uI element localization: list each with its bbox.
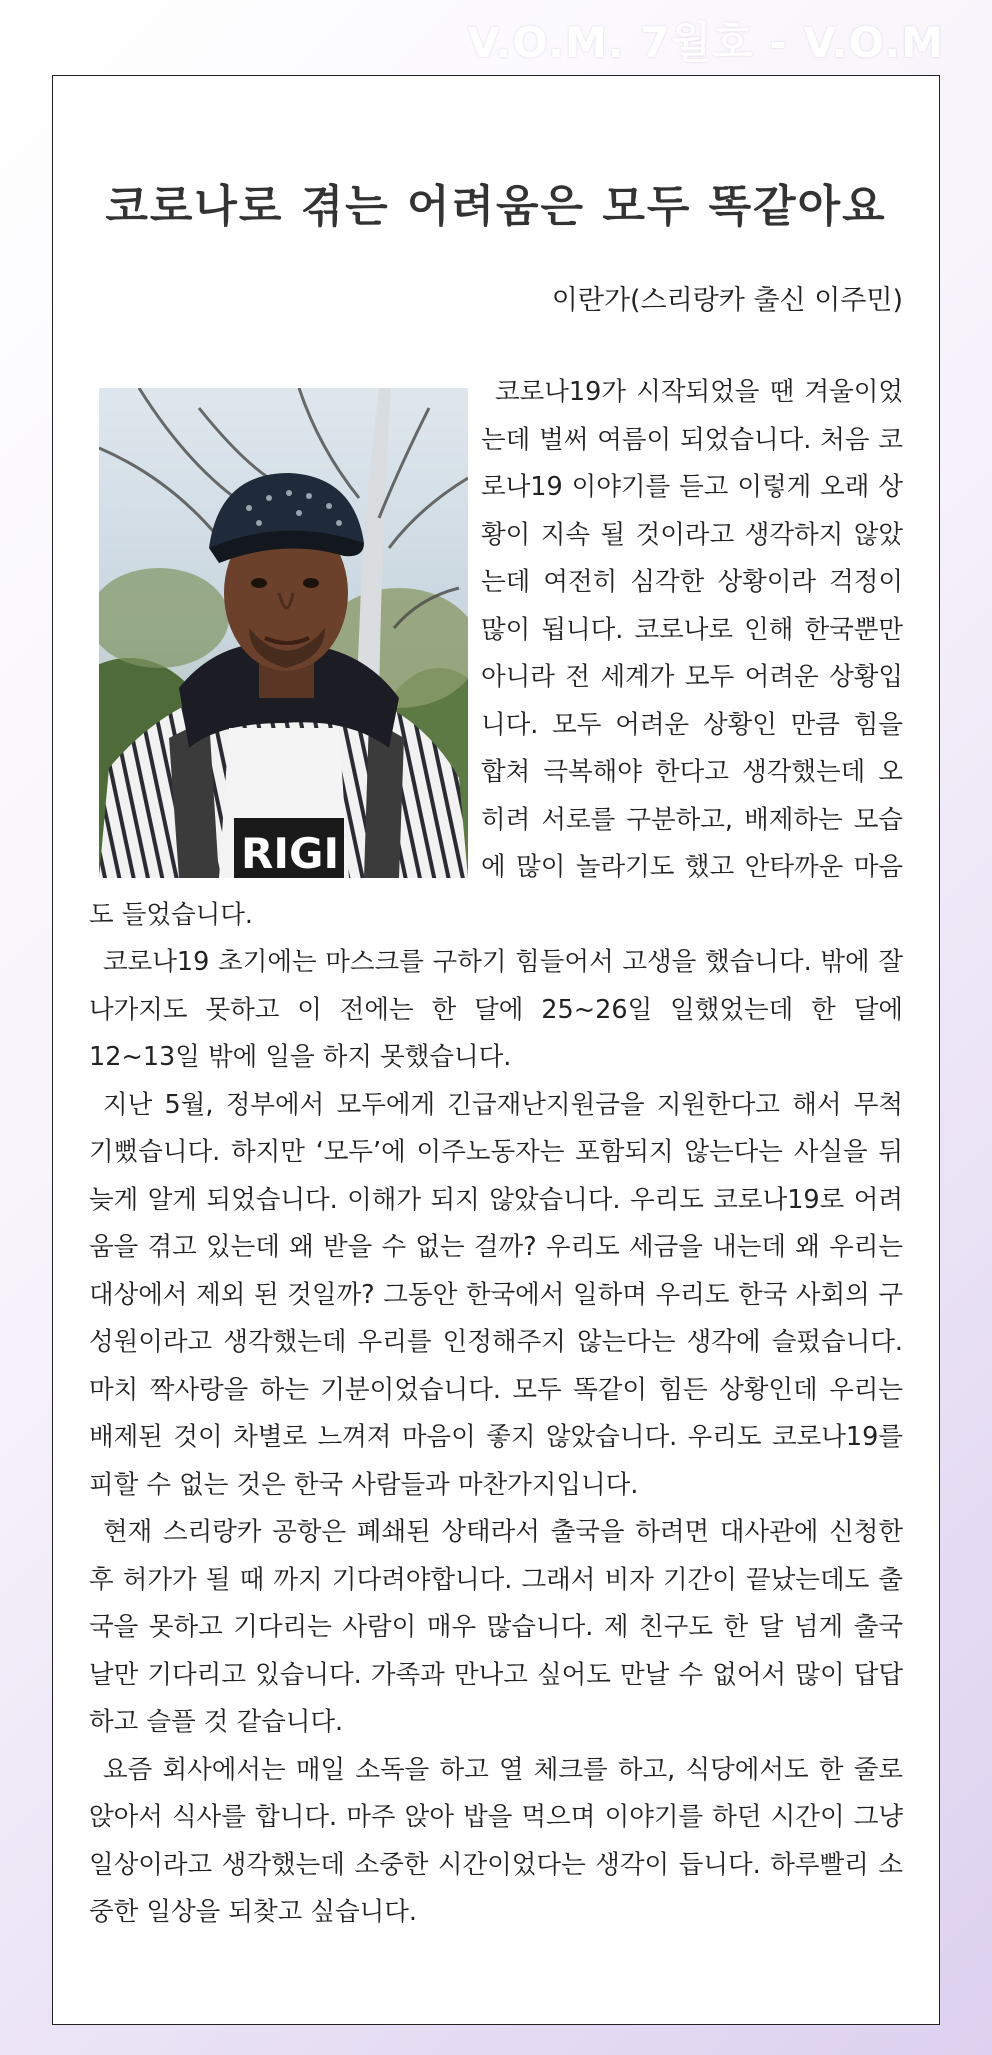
article-frame	[52, 75, 940, 2025]
issue-header: V.O.M. 7월호 - V.O.M	[467, 18, 944, 67]
body-paragraph: 코로나19가 시작되었을 땐 겨울이었는데 벌써 여름이 되었습니다. 처음 코로나19 이야기를 듣고 이렇게 오래 상황이 지속 될 것이라고 생각하지 않았는데 여전히 심각한 상황이라 걱정이 많이 됩니다. 코로나로 인해 한국뿐만 아니라 전 세계가 모두 어려운 상황입니다. 모두 어려운 상황인 만큼 힘을 합쳐 극복해야 한다고 생각했는데 오히려 서로를 구분하고, 배제하는 모습에 많이 놀라기도 했고 안타까운 마음도 들었습니다.	[89, 377, 903, 930]
body-paragraph: 지난 5월, 정부에서 모두에게 긴급재난지원금을 지원한다고 해서 무척 기뻤습니다. 하지만 ‘모두’에 이주노동자는 포함되지 않는다는 사실을 뒤늦게 알게 되었습니다. 이해가 되지 않았습니다. 우리도 코로나19로 어려움을 겪고 있는데 왜 받을 수 없는 걸까? 우리도 세금을 내는데 왜 우리는 대상에서 제외 된 것일까? 그동안 한국에서 일하며 우리도 한국 사회의 구성원이라고 생각했는데 우리를 인정해주지 않는다는 생각에 슬펐습니다. 마치 짝사랑을 하는 기분이었습니다. 모두 똑같이 힘든 상황인데 우리는 배제된 것이 차별로 느껴져 마음이 좋지 않았습니다. 우리도 코로나19를 피할 수 없는 것은 한국 사람들과 마찬가지입니다.	[89, 1089, 903, 1500]
photo-float-spacer	[89, 369, 481, 889]
body-paragraph: 코로나19 초기에는 마스크를 구하기 힘들어서 고생을 했습니다. 밖에 잘 나가지도 못하고 이 전에는 한 달에 25~26일 일했었는데 한 달에 12~13일 밖에 일을 하지 못했습니다.	[89, 947, 903, 1072]
article-body	[89, 369, 903, 1937]
body-paragraph: 요즘 회사에서는 매일 소독을 하고 열 체크를 하고, 식당에서도 한 줄로 앉아서 식사를 합니다. 마주 앉아 밥을 먹으며 이야기를 하던 시간이 그냥 일상이라고 생각했는데 소중한 시간이었다는 생각이 듭니다. 하루빨리 소중한 일상을 되찾고 싶습니다.	[89, 1754, 903, 1927]
body-paragraph: 현재 스리랑카 공항은 폐쇄된 상태라서 출국을 하려면 대사관에 신청한 후 허가가 될 때 까지 기다려야합니다. 그래서 비자 기간이 끝났는데도 출국을 못하고 기다리는 사람이 매우 많습니다. 제 친구도 한 달 넘게 출국 날만 기다리고 있습니다. 가족과 만나고 싶어도 만날 수 없어서 많이 답답하고 슬플 것 같습니다.	[89, 1517, 903, 1737]
shirt-print-text: RIGI	[241, 829, 340, 878]
article-title: 코로나로 겪는 어려움은 모두 똑같아요	[105, 181, 887, 232]
author-byline: 이란가(스리랑카 출신 이주민)	[551, 285, 903, 316]
